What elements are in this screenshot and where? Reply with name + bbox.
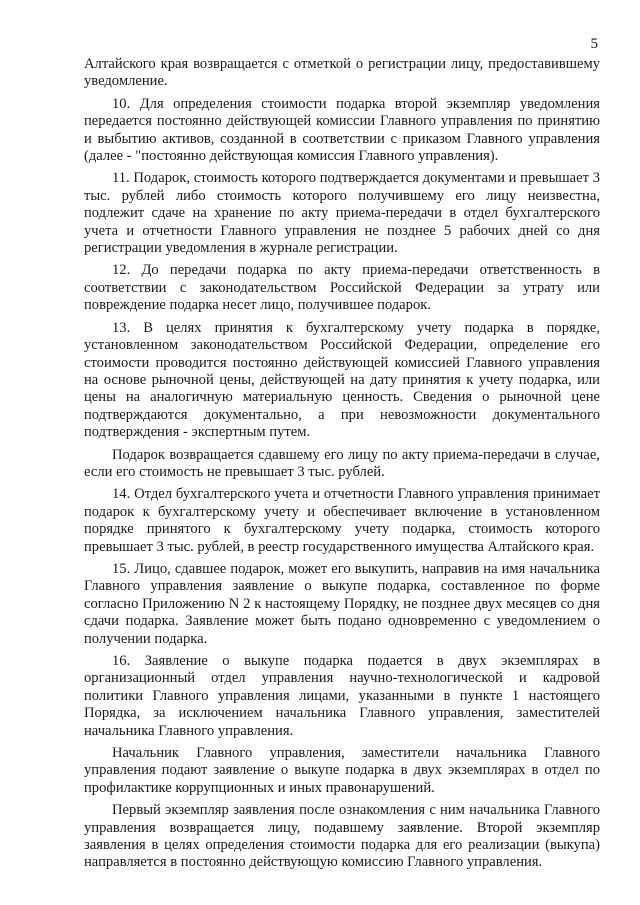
paragraph-11: 11. Подарок, стоимость которого подтверждается документами и превышает 3 тыс. рублей либо стоимость которого получившему его лицу неизвестна, подлежит сдаче на хранение по акту приема-передачи в отдел бухгалтерского учета и отчетности Главного управления не позднее 5 рабочих дней со дня регистрации уведомления в журнале регистрации. <box>84 170 600 257</box>
paragraph-14: 14. Отдел бухгалтерского учета и отчетности Главного управления принимает подарок к бухгалтерскому учету и обеспечивает включение в установленном порядке принятого к бухгалтерскому учету подарка, стоимость которого превышает 3 тыс. рублей, в реестр государственного имущества Алтайского края. <box>84 486 600 555</box>
document-body <box>84 56 600 877</box>
paragraph-13: 13. В целях принятия к бухгалтерскому учету подарка в порядке, установленном законодательством Российской Федерации, определение его стоимости проводится постоянно действующей комиссией Главного управления на основе рыночной цены, действующей на дату принятия к учету подарка, или цены на аналогичную материальную ценность. Сведения о рыночной цене подтверждаются документально, а при невозможности документального подтверждения - экспертным путем. <box>84 319 600 441</box>
paragraph-16-cont-2: Первый экземпляр заявления после ознакомления с ним начальника Главного управления возвращается лицу, подавшему заявление. Второй экземпляр заявления в целях определения стоимости подарка для его реализации (выкупа) направляется в постоянно действующую комиссию Главного управления. <box>84 802 600 871</box>
paragraph-15: 15. Лицо, сдавшее подарок, может его выкупить, направив на имя начальника Главного управления заявление о выкупе подарка, составленное по форме согласно Приложению N 2 к настоящему Порядку, не позднее двух месяцев со дня сдачи подарка. Заявление может быть подано одновременно с уведомлением о получении подарка. <box>84 560 600 647</box>
paragraph-16: 16. Заявление о выкупе подарка подается в двух экземплярах в организационный отдел управления научно-технологической и кадровой политики Главного управления лицами, указанными в пункте 1 настоящего Порядка, за исключением начальника Главного управления, заместителей начальника Главного управления. <box>84 653 600 739</box>
paragraph-continuation: Алтайского края возвращается с отметкой о регистрации лицу, предоставившему уведомление. <box>84 56 600 90</box>
paragraph-10: 10. Для определения стоимости подарка второй экземпляр уведомления передается постоянно действующей комиссии Главного управления по принятию и выбытию активов, созданной в соответствии с приказом Главного управления (далее - "постоянно действующая комиссия Главного управления). <box>84 95 600 165</box>
paragraph-16-cont-1: Начальник Главного управления, заместители начальника Главного управления подают заявление о выкупе подарка в двух экземплярах в отдел по профилактике коррупционных и иных правонарушений. <box>84 745 600 796</box>
paragraph-12: 12. До передачи подарка по акту приема-передачи ответственность в соответствии с законодательством Российской Федерации за утрату или повреждение подарка несет лицо, получившее подарок. <box>84 262 600 314</box>
paragraph-13-cont: Подарок возвращается сдавшему его лицу по акту приема-передачи в случае, если его стоимость не превышает 3 тыс. рублей. <box>84 446 600 480</box>
page-number: 5 <box>590 36 598 52</box>
